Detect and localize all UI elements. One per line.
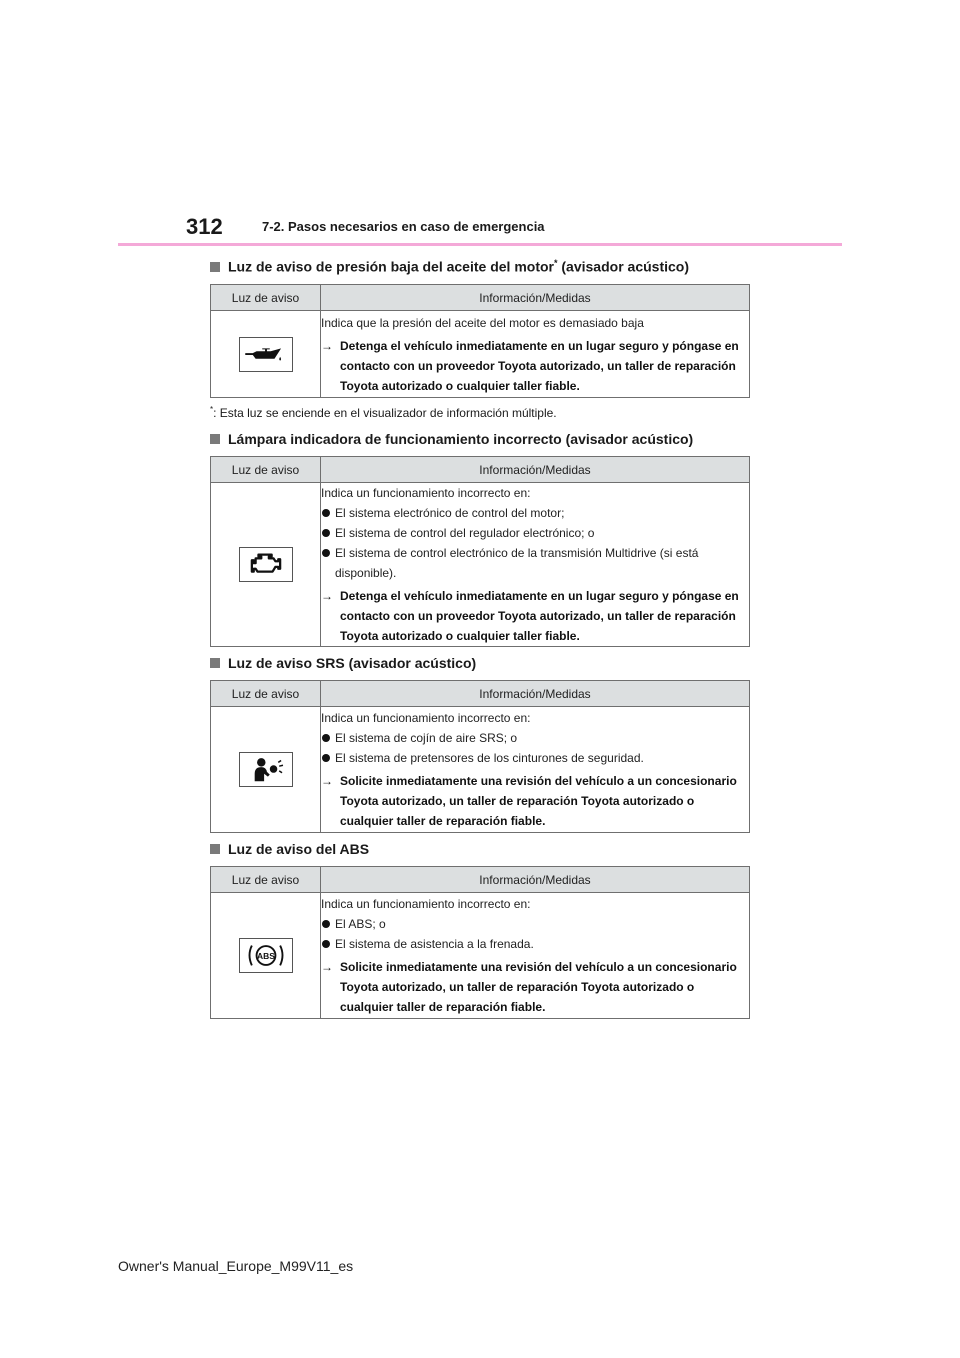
square-bullet-icon (210, 658, 220, 668)
column-header-light: Luz de aviso (211, 457, 321, 483)
bullet-item: El sistema electrónico de control del motor; (321, 503, 749, 523)
bullet-item: El ABS; o (321, 914, 749, 934)
arrow-icon: → (321, 960, 333, 974)
check-engine-icon (239, 547, 293, 582)
section-title-srs: Luz de aviso SRS (avisador acústico) (210, 655, 476, 671)
bullet-item: El sistema de cojín de aire SRS; o (321, 728, 749, 748)
section-title-oil-pressure: Luz de aviso de presión baja del aceite del motor* (avisador acústico) (210, 258, 689, 275)
info-intro: Indica un funcionamiento incorrecto en: (321, 711, 531, 725)
warning-table-abs (210, 866, 750, 1019)
bullet-item: El sistema de control del regulador electrónico; o (321, 523, 749, 543)
arrow-icon: → (321, 774, 333, 788)
square-bullet-icon (210, 262, 220, 272)
warning-table-srs (210, 680, 750, 833)
action-text: → Detenga el vehículo inmediatamente en un lugar seguro y póngase en contacto con un proveedor Toyota autorizado, un taller de reparación Toyota autorizado o cualquier taller fiable. (321, 586, 749, 646)
info-intro: Indica que la presión del aceite del motor es demasiado baja (321, 315, 644, 330)
action-text: → Solicite inmediatamente una revisión del vehículo a un concesionario Toyota autorizado, un taller de reparación Toyota autorizado o cualquier taller de reparación fiable. (321, 957, 749, 1017)
footnote: *: Esta luz se enciende en el visualizador de información múltiple. (210, 405, 557, 420)
square-bullet-icon (210, 844, 220, 854)
abs-icon (239, 938, 293, 973)
srs-airbag-icon (239, 752, 293, 787)
page-footer: Owner's Manual_Europe_M99V11_es (118, 1258, 354, 1274)
column-header-info: Información/Medidas (321, 867, 750, 893)
oil-pressure-icon (239, 337, 293, 372)
bullet-item: El sistema de control electrónico de la transmisión Multidrive (si está disponible). (321, 543, 749, 583)
square-bullet-icon (210, 434, 220, 444)
column-header-info: Información/Medidas (321, 285, 750, 311)
column-header-light: Luz de aviso (211, 681, 321, 707)
column-header-info: Información/Medidas (321, 681, 750, 707)
page-number: 312 (186, 214, 223, 239)
bullet-item: El sistema de pretensores de los cinturones de seguridad. (321, 748, 749, 768)
abs-icon-label: ABS (256, 950, 275, 961)
column-header-light: Luz de aviso (211, 867, 321, 893)
section-title-malfunction-lamp: Lámpara indicadora de funcionamiento incorrecto (avisador acústico) (210, 431, 693, 447)
section-title-abs: Luz de aviso del ABS (210, 841, 369, 857)
header-divider (118, 243, 842, 246)
arrow-icon: → (321, 589, 333, 603)
info-intro: Indica un funcionamiento incorrecto en: (321, 897, 531, 911)
action-text: → Detenga el vehículo inmediatamente en un lugar seguro y póngase en contacto con un proveedor Toyota autorizado, un taller de reparación Toyota autorizado o cualquier taller fiable. (321, 336, 749, 396)
arrow-icon: → (321, 338, 333, 353)
footnote-marker: * (553, 258, 558, 268)
warning-table-malfunction-lamp (210, 456, 750, 647)
column-header-light: Luz de aviso (211, 285, 321, 311)
action-text: → Solicite inmediatamente una revisión del vehículo a un concesionario Toyota autorizado, un taller de reparación Toyota autorizado o cualquier taller de reparación fiable. (321, 771, 749, 831)
info-intro: Indica un funcionamiento incorrecto en: (321, 486, 531, 500)
running-header: 7-2. Pasos necesarios en caso de emergencia (262, 219, 545, 234)
column-header-info: Información/Medidas (321, 457, 750, 483)
bullet-item: El sistema de asistencia a la frenada. (321, 934, 749, 954)
warning-table-oil-pressure (210, 284, 750, 398)
